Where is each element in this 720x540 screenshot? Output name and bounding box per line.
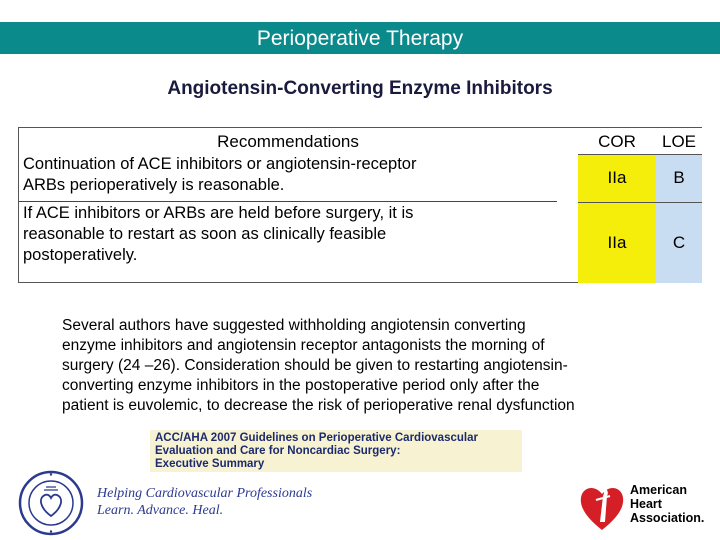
- cell-divider-top: [578, 154, 702, 155]
- cor-column: [578, 128, 656, 282]
- slide-header-title: Perioperative Therapy: [256, 27, 464, 50]
- aha-wordmark: [630, 483, 704, 525]
- reference-line-2: Evaluation and Care for Noncardiac Surgery:: [155, 445, 401, 457]
- row-2-cor: IIa: [578, 202, 656, 283]
- aha-heart-torch-icon: [576, 474, 628, 536]
- row-1-line-2: ARBs perioperatively is reasonable.: [23, 176, 285, 194]
- row-1-loe: B: [656, 154, 702, 202]
- body-line-3: surgery (24 –26). Consideration should be given to restarting angiotensin-: [62, 357, 568, 374]
- accf-tagline-line-2: Learn. Advance. Heal.: [97, 503, 224, 518]
- cor-header: COR: [578, 128, 656, 154]
- aha-name-line-1: American: [630, 483, 687, 497]
- body-line-2: enzyme inhibitors and angiotensin receptor antagonists the morning of: [62, 337, 545, 354]
- recommendation-row-1: [23, 154, 543, 196]
- recommendation-row-2: [23, 203, 543, 266]
- recommendations-column: [19, 128, 557, 282]
- loe-column: [656, 128, 702, 282]
- accf-tagline-line-1: Helping Cardiovascular Professionals: [97, 486, 313, 501]
- row-2-line-3: postoperatively.: [23, 246, 138, 264]
- row-1-cor: IIa: [578, 154, 656, 202]
- cell-divider-middle: [578, 202, 702, 203]
- body-line-5: patient is euvolemic, to decrease the risk of perioperative renal dysfunction: [62, 397, 575, 414]
- accf-seal-icon: [18, 470, 84, 536]
- accf-tagline: [97, 485, 312, 519]
- row-2-line-2: reasonable to restart as soon as clinically feasible: [23, 225, 387, 243]
- aha-name-line-3: Association.: [630, 511, 705, 525]
- recommendations-header: Recommendations: [19, 128, 557, 154]
- body-paragraph: [62, 316, 662, 416]
- title-bar: [0, 22, 720, 54]
- row-2-loe: C: [656, 202, 702, 283]
- body-line-4: converting enzyme inhibitors in the postoperative period only after the: [62, 377, 540, 394]
- reference-line-3: Executive Summary: [155, 458, 265, 470]
- loe-header: LOE: [656, 128, 702, 154]
- row-2-line-1: If ACE inhibitors or ARBs are held before surgery, it is: [23, 204, 414, 222]
- recommendations-table: [18, 127, 702, 283]
- aha-name-line-2: Heart: [630, 497, 662, 511]
- body-line-1: Several authors have suggested withholding angiotensin converting: [62, 317, 526, 334]
- row-divider: [19, 201, 557, 202]
- guideline-reference: [150, 430, 522, 472]
- slide-subtitle: Angiotensin-Converting Enzyme Inhibitors: [167, 78, 553, 99]
- reference-line-1: ACC/AHA 2007 Guidelines on Perioperative Cardiovascular: [155, 432, 478, 444]
- row-1-line-1: Continuation of ACE inhibitors or angiotensin-receptor: [23, 155, 417, 173]
